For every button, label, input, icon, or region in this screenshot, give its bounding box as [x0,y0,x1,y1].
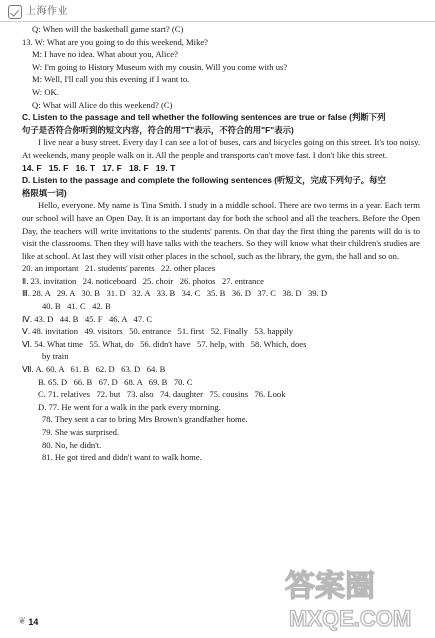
answer-line: 40. B 41. C 42. B [42,301,111,312]
section-d-passage: Hello, everyone. My name is Tina Smith. I study in a middle school. There are two terms in a year. Each term our school will have an Open Day. It is an important day for both the school and all the teachers. Before the Open Day, the teachers will write invitations to the students' parents. On that day the first thing the parents will do is to visit the classrooms. Then they will have talks with the teachers. So they will know what their children's studies are like at school. At last they will visit other places in the school, such as the library, the gym, the hall and so on. [22,200,420,261]
answer-content [22,23,420,464]
answer-line: by train [42,351,69,362]
checkmark-logo-icon [8,5,22,19]
watermark-text-cn: 答案圈 [285,570,375,603]
page-header [8,4,68,20]
section-c-title: C. Listen to the passage and tell whether the following sentences are true or false (判断下列 [22,112,386,123]
leaf-ornament-icon: ❦ [18,616,27,627]
dialogue-line: Q: When will the basketball game start? (C) [32,24,184,34]
answer-line: Ⅳ. 43. D 44. B 45. F 46. A 47. C [22,313,153,324]
answer-line: Ⅵ. 54. What time 55. What, do 56. didn't have 57. help, with 58. Which, does [22,338,307,349]
answer-line: Ⅶ. A. 60. A 61. B 62. D 63. D 64. B [22,364,166,375]
answer-line: Ⅱ. 23. invitation 24. noticeboard 25. choir 26. photos 27. entrance [22,275,264,286]
dialogue-line: Q: What will Alice do this weekend? (C) [32,99,173,110]
dialogue-line: M: I have no idea. What about you, Alice? [32,49,178,60]
dialogue-line: W: OK. [32,86,59,97]
answer-line: B. 65. D 66. B 67. D 68. A 69. B 70. C [38,376,193,387]
section-c-passage: I live near a busy street. Every day I can see a lot of buses, cars and bicycles going on this street. It's too noisy. At weekends, many people walk on it. All the people and transports can't move fast. I don't like this street. [22,137,420,160]
page-footer [18,616,38,629]
header-divider [0,21,435,22]
section-c-answers: 14. F 15. F 16. T 17. F 18. F 19. T [22,162,176,173]
watermark-text-en: MXQE.COM [289,606,412,631]
section-d-title-cont: 格限填一词) [22,187,67,198]
answer-line: Ⅴ. 48. invitation 49. visitors 50. entrance 51. first 52. Finally 53. happily [22,326,294,337]
answer-line: 78. They sent a car to bring Mrs Brown's grandfather home. [42,414,248,425]
answer-line: 81. He got tired and didn't want to walk home. [42,452,202,463]
dialogue-line: W: I'm going to History Museum with my cousin. Will you come with us? [32,61,288,72]
answer-line: Ⅲ. 28. A 29. A 30. B 31. D 32. A 33. B 34. C 35. B 36. D 37. C 38. D 39. D [22,288,328,299]
answer-line: 79. She was surprised. [42,427,120,437]
dialogue-line: M: Well, I'll call you this evening if I want to. [32,74,190,85]
section-d-answers: 20. an important 21. students' parents 22. other places [22,263,216,274]
answer-line: C. 71. relatives 72. but 73. also 74. daughter 75. cousins 76. Look [38,389,286,400]
dialogue-line: 13. W: What are you going to do this weekend, Mike? [22,36,208,47]
page-number: 14 [28,617,39,627]
section-c-title-cont: 句子是否符合你听到的短文内容，符合的用"T"表示，不符合的用"F"表示) [22,124,294,135]
header-title: 上海作业 [26,5,68,17]
answer-line: D. 77. He went for a walk in the park every morning. [38,401,221,412]
section-d-title: D. Listen to the passage and complete the following sentences (听短文，完成下列句子。每空 [22,175,386,186]
watermark-logo [279,562,429,634]
answer-line: 80. No, he didn't. [42,439,102,450]
